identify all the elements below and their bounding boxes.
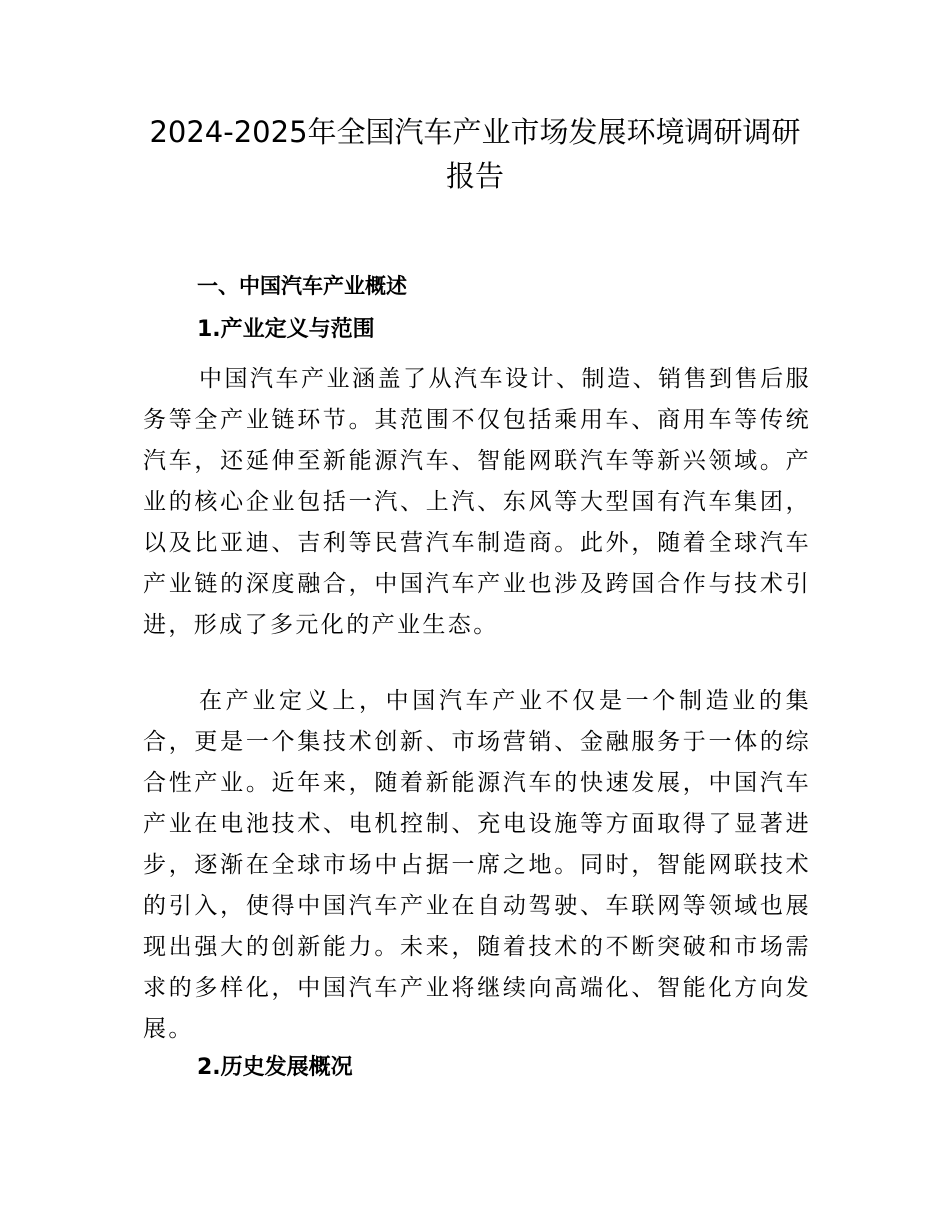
paragraph: 中国汽车产业涵盖了从汽车设计、制造、销售到售后服务等全产业链环节。其范围不仅包括乘用车、商用车等传统汽车，还延伸至新能源汽车、智能网联汽车等新兴领域。产业的核心企业包括一汽、上汽、东风等大型国有汽车集团，以及比亚迪、吉利等民营汽车制造商。此外，随着全球汽车产业链的深度融合，中国汽车产业也涉及跨国合作与技术引进，形成了多元化的产业生态。 [143,366,811,638]
section-heading: 一、中国汽车产业概述 [197,274,407,298]
document-title: 2024-2025年全国汽车产业市场发展环境调研调研报告 [149,115,801,193]
subsection-heading-definition: 1.产业定义与范围 [197,317,375,342]
paragraph: 在产业定义上，中国汽车产业不仅是一个制造业的集合，更是一个集技术创新、市场营销、金融服务于一体的综合性产业。近年来，随着新能源汽车的快速发展，中国汽车产业在电池技术、电机控制、充电设施等方面取得了显著进步，逐渐在全球市场中占据一席之地。同时，智能网联技术的引入，使得中国汽车产业在自动驾驶、车联网等领域也展现出强大的创新能力。未来，随着技术的不断突破和市场需求的多样化，中国汽车产业将继续向高端化、智能化方向发展。 [143,688,811,1042]
subsection-heading-history: 2.历史发展概况 [197,1055,353,1080]
